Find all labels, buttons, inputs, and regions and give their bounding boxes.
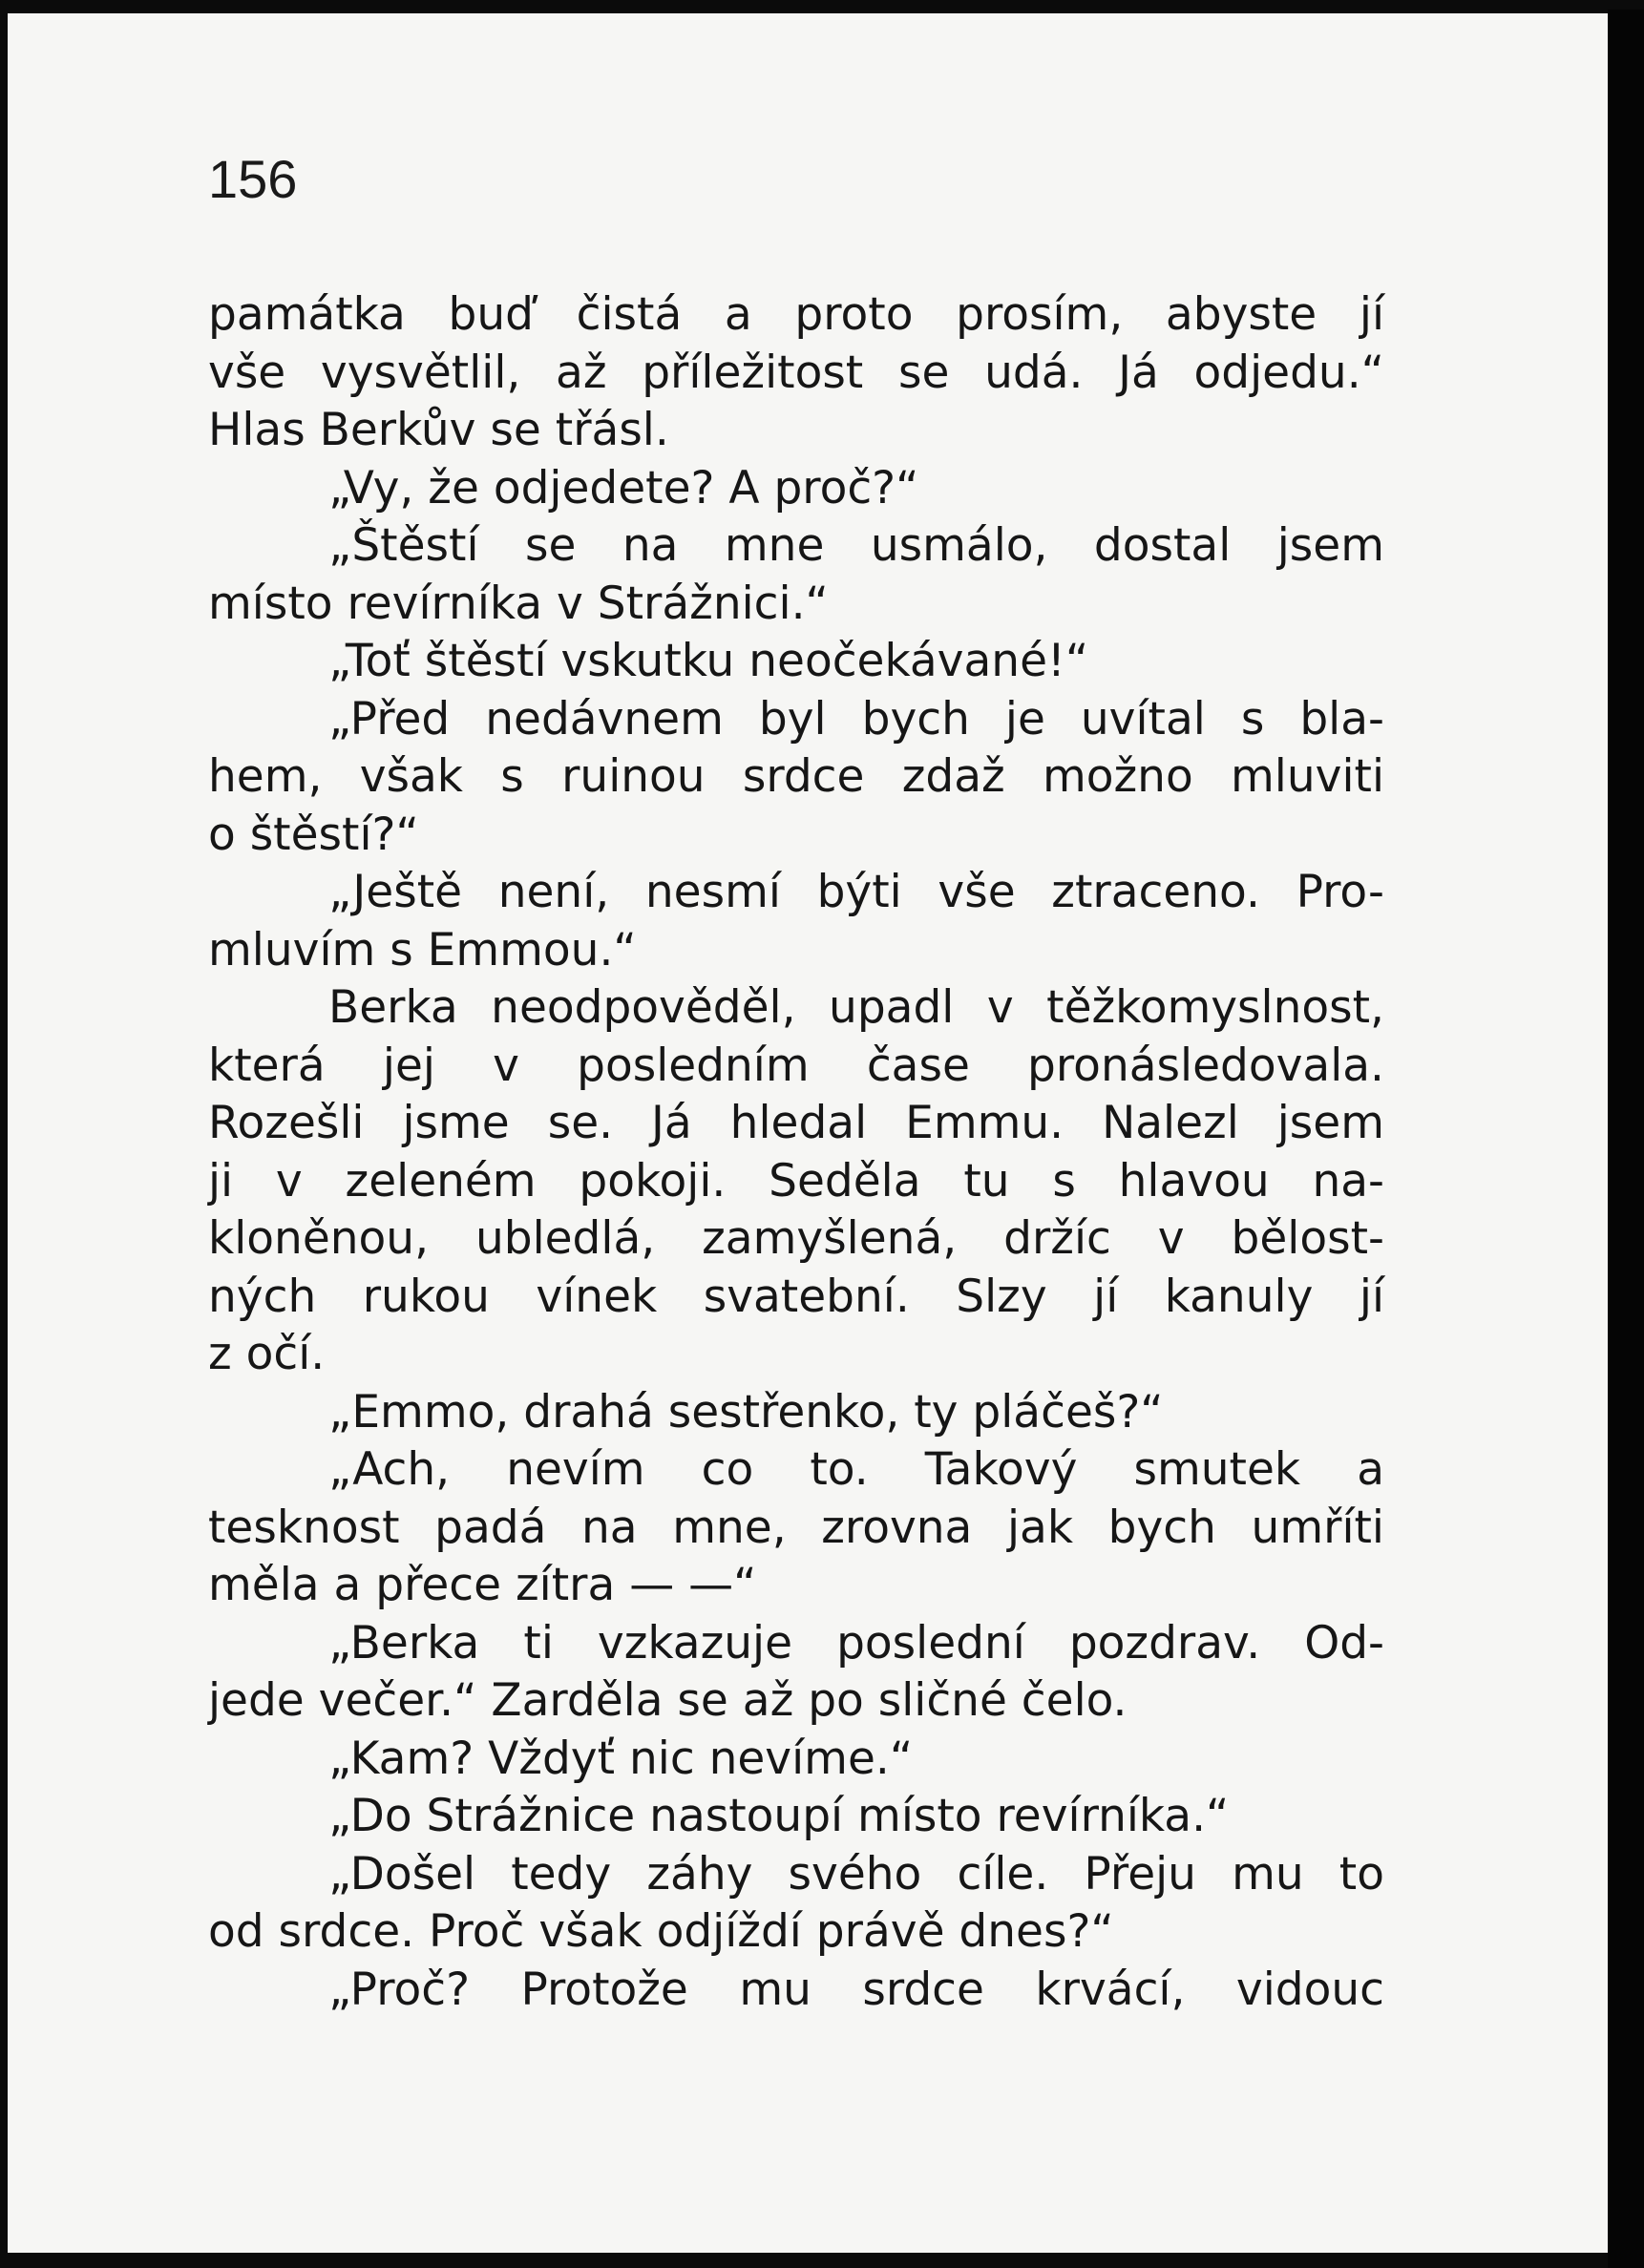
text-line: o štěstí?“: [208, 808, 419, 861]
text-line: mluvím s Emmou.“: [208, 923, 637, 976]
text-line: místo revírníka v Strážnici.“: [208, 577, 829, 630]
text-line: „Kam? Vždyť nic nevíme.“: [328, 1732, 914, 1785]
text-line: „Došel tedy záhy svého cíle. Přeju mu to: [328, 1847, 1384, 1900]
text-line: Hlas Berkův se třásl.: [208, 404, 669, 456]
text-line: „Do Strážnice nastoupí místo revírníka.“: [328, 1790, 1230, 1842]
text-line: „Berka ti vzkazuje poslední pozdrav. Od-: [328, 1616, 1384, 1670]
text-line: hem, však s ruinou srdce zdaž možno mluviti: [208, 750, 1384, 803]
text-line: tesknost padá na mne, zrovna jak bych umříti: [208, 1501, 1384, 1554]
text-line: „Toť štěstí vskutku neočekávané!“: [328, 635, 1089, 687]
text-line: „Před nedávnem byl bych je uvítal s bla-: [328, 692, 1384, 746]
text-line: Berka neodpověděl, upadl v těžkomyslnost,: [328, 981, 1384, 1034]
text-line: „Štěstí se na mne usmálo, dostal jsem: [328, 519, 1384, 572]
text-line: „Ach, nevím co to. Takový smutek a: [328, 1443, 1384, 1496]
text-line: ných rukou vínek svatební. Slzy jí kanuly jí: [208, 1270, 1384, 1323]
text-line: Rozešli jsme se. Já hledal Emmu. Nalezl jsem: [208, 1097, 1384, 1149]
text-line: z očí.: [208, 1328, 326, 1380]
text-line: památka buď čistá a proto prosím, abyste jí: [208, 288, 1384, 341]
text-line: která jej v posledním čase pronásledovala.: [208, 1039, 1384, 1092]
scan-edge: [1608, 10, 1644, 2268]
text-line: „Ještě není, nesmí býti vše ztraceno. Pro-: [328, 866, 1384, 918]
text-line: měla a přece zítra — —“: [208, 1559, 757, 1611]
text-line: „Vy, že odjedete? A proč?“: [328, 461, 919, 514]
page-number: 156: [208, 149, 298, 209]
text-line: vše vysvětlil, až příležitost se udá. Já odjedu.“: [208, 346, 1384, 399]
body-text: [208, 286, 1384, 2019]
text-line: ji v zeleném pokoji. Seděla tu s hlavou na-: [208, 1154, 1384, 1208]
text-line: jede večer.“ Zarděla se až po sličné čelo.: [208, 1674, 1128, 1727]
text-line: „Emmo, drahá sestřenko, ty pláčeš?“: [328, 1385, 1164, 1438]
text-line: od srdce. Proč však odjíždí právě dnes?“: [208, 1905, 1114, 1958]
text-line: kloněnou, ubledlá, zamyšlená, držíc v bělost-: [208, 1212, 1384, 1265]
text-line: „Proč? Protože mu srdce krvácí, vidouc: [328, 1963, 1384, 2016]
